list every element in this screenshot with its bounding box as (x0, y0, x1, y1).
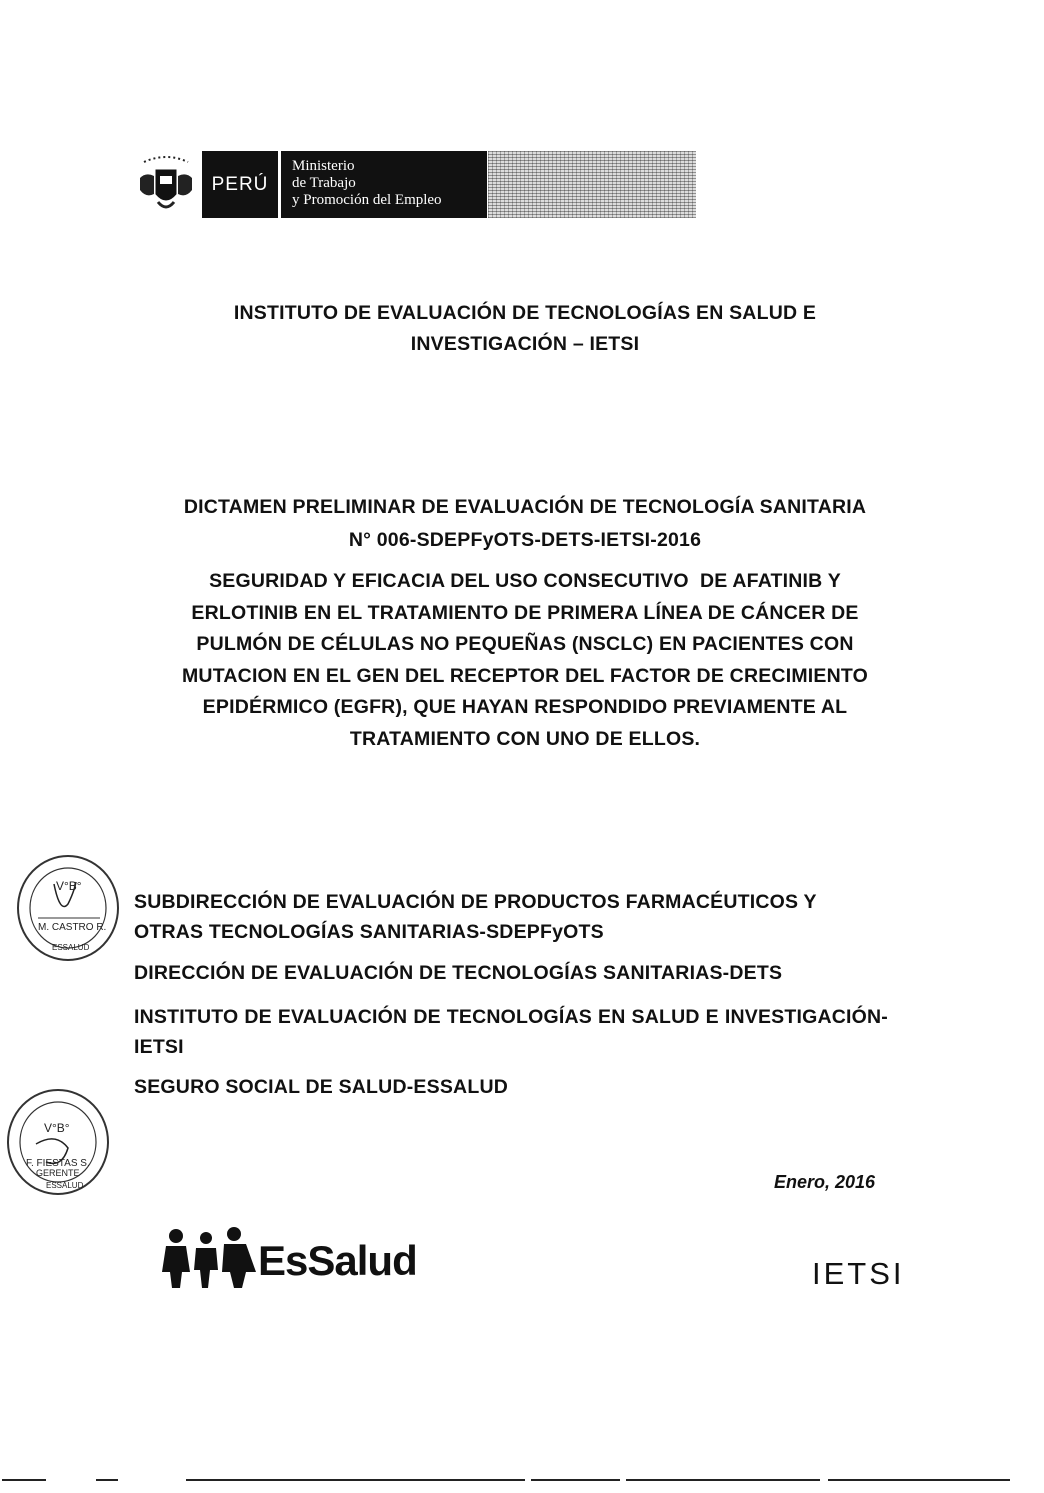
title-line: INSTITUTO DE EVALUACIÓN DE TECNOLOGÍAS EN SALUD E (233, 302, 817, 324)
faded-logo-area (488, 151, 696, 218)
ministry-line: de Trabajo (292, 175, 356, 191)
dictamen-number: N° 006-SDEPFyOTS-DETS-IETSI-2016 (348, 529, 702, 551)
essalud-logo-text: EsSalud (258, 1237, 417, 1284)
stamp-name: M. CASTRO R. (38, 922, 107, 933)
title-line: INVESTIGACIÓN – IETSI (410, 333, 640, 355)
subject-line: EPIDÉRMICO (EGFR), QUE HAYAN RESPONDIDO PREVIAMENTE AL (202, 696, 848, 718)
subject-line: TRATAMIENTO CON UNO DE ELLOS. (349, 727, 701, 750)
subject-line: ERLOTINIB EN EL TRATAMIENTO DE PRIMERA LÍNEA DE CÁNCER DE (191, 601, 859, 624)
stamp-vb: V°B° (44, 1121, 70, 1135)
author-subdireccion: SUBDIRECCIÓN DE EVALUACIÓN DE PRODUCTOS FARMACÉUTICOS Y OTRAS TECNOLOGÍAS SANITARIAS-SDEPFyOTS (134, 891, 817, 943)
document-date: Enero, 2016 (773, 1172, 875, 1192)
subject-line: SEGURIDAD Y EFICACIA DEL USO CONSECUTIVO DE AFATINIB Y (209, 570, 841, 592)
dictamen-subject (120, 566, 930, 755)
peru-label: PERÚ (202, 151, 278, 218)
dictamen-title: DICTAMEN PRELIMINAR DE EVALUACIÓN DE TECNOLOGÍA SANITARIA (183, 496, 867, 518)
stamp-role: GERENTE (36, 1168, 80, 1178)
subject-line: MUTACION EN EL GEN DEL RECEPTOR DEL FACTOR DE CRECIMIENTO (181, 664, 869, 687)
author-seguro-social: SEGURO SOCIAL DE SALUD-ESSALUD (134, 1076, 509, 1098)
ministry-line: Ministerio (292, 158, 355, 174)
footer-rule (0, 1470, 1044, 1490)
peru-coat-of-arms-icon (136, 150, 196, 216)
author-instituto: INSTITUTO DE EVALUACIÓN DE TECNOLOGÍAS EN SALUD E INVESTIGACIÓN-IETSI (134, 1006, 888, 1058)
stamp-vb: V°B° (56, 879, 82, 893)
fiestas-approval-stamp (6, 1088, 110, 1196)
stamp-name: F. FIESTAS S. (26, 1158, 90, 1169)
stamp-org: ESSALUD (46, 1181, 84, 1190)
institute-title (120, 298, 930, 360)
ministry-name (279, 151, 487, 218)
castro-approval-stamp (16, 854, 120, 962)
essalud-family-icon (160, 1222, 260, 1292)
author-direccion: DIRECCIÓN DE EVALUACIÓN DE TECNOLOGÍAS SANITARIAS-DETS (134, 962, 783, 984)
ministry-line: y Promoción del Empleo (292, 192, 442, 208)
subject-line: PULMÓN DE CÉLULAS NO PEQUEÑAS (NSCLC) EN PACIENTES CON (196, 633, 854, 655)
ietsi-logo-text: IETSI (812, 1256, 905, 1291)
stamp-org: ESSALUD (52, 943, 90, 952)
